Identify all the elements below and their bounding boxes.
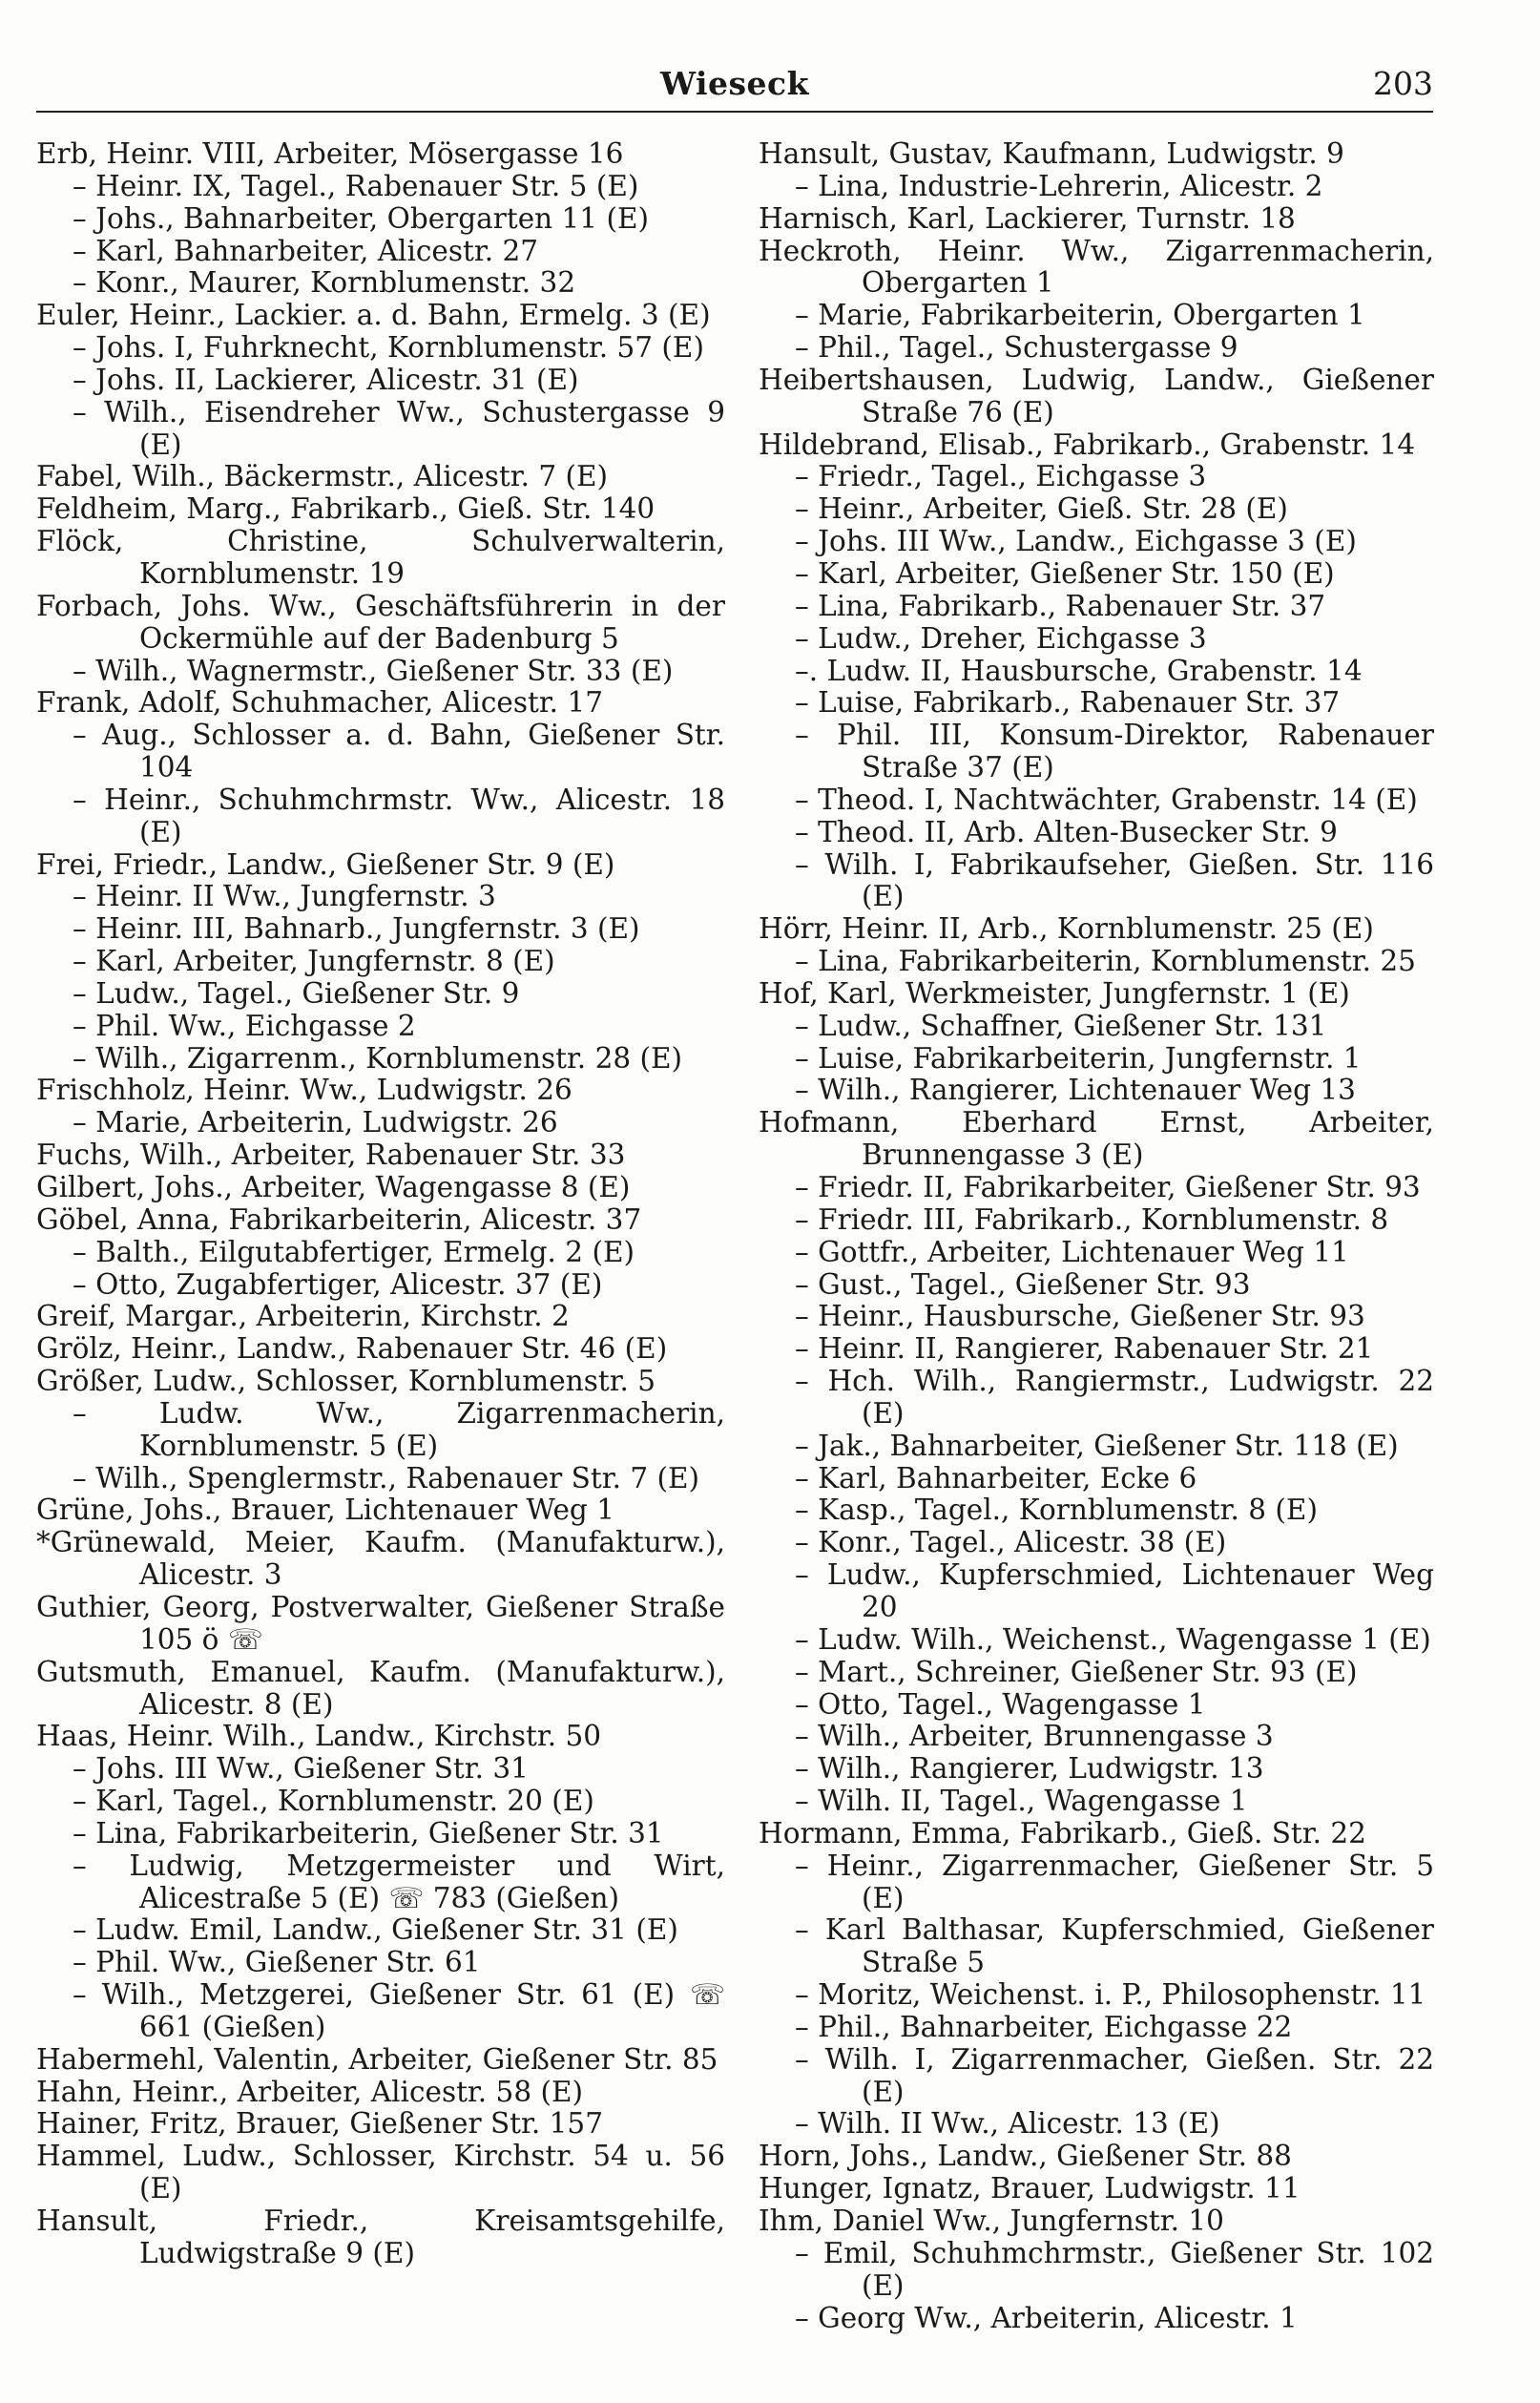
directory-entry: – Wilh., Rangierer, Lichtenauer Weg 13 [795, 1074, 1356, 1107]
directory-entry: – Johs. III Ww., Landw., Eichgasse 3 (E) [795, 525, 1357, 558]
directory-entry: – Marie, Arbeiterin, Ludwigstr. 26 [73, 1106, 558, 1139]
directory-entry: – Karl Balthasar, Kupferschmied, Gießener Straße 5 [795, 1913, 1434, 1979]
directory-entry: Ihm, Daniel Ww., Jungfernstr. 10 [759, 2204, 1224, 2237]
directory-entry: – Aug., Schlosser a. d. Bahn, Gießener Str. 104 [73, 719, 725, 784]
right-column [759, 138, 1434, 2334]
directory-entry: – Gust., Tagel., Gießener Str. 93 [795, 1267, 1251, 1301]
directory-entry: – Luise, Fabrikarb., Rabenauer Str. 37 [795, 686, 1341, 720]
directory-entry: – Mart., Schreiner, Gießener Str. 93 (E) [795, 1655, 1358, 1688]
directory-entry: – Heinr., Zigarrenmacher, Gießener Str. 5 (E) [795, 1849, 1434, 1914]
directory-entry: – Lina, Fabrikarbeiterin, Gießener Str. 31 [73, 1816, 664, 1849]
directory-entry: – Lina, Fabrikarbeiterin, Kornblumenstr. 25 [795, 945, 1416, 978]
directory-entry: *Grünewald, Meier, Kaufm. (Manufakturw.), Alicestr. 3 [36, 1526, 725, 1592]
header-rule [36, 111, 1433, 113]
directory-entry: – Gottfr., Arbeiter, Lichtenauer Weg 11 [795, 1235, 1349, 1268]
directory-entry: Heibertshausen, Ludwig, Landw., Gießener Straße 76 (E) [759, 363, 1434, 428]
directory-entry: – Karl, Bahnarbeiter, Ecke 6 [795, 1461, 1197, 1494]
directory-entry: Hansult, Gustav, Kaufmann, Ludwigstr. 9 [759, 137, 1344, 170]
running-head: Wieseck [659, 65, 810, 102]
directory-entry: – Otto, Tagel., Wagengasse 1 [795, 1687, 1206, 1721]
directory-entry: – Phil., Tagel., Schustergasse 9 [795, 331, 1238, 365]
page-header [36, 55, 1433, 113]
directory-entry: – Karl, Arbeiter, Jungfernstr. 8 (E) [73, 945, 555, 978]
directory-entry: – Ludw. Wilh., Weichenst., Wagengasse 1 (E) [795, 1622, 1431, 1656]
directory-entry: – Wilh., Spenglermstr., Rabenauer Str. 7 (E) [73, 1461, 700, 1494]
directory-entry: – Phil., Bahnarbeiter, Eichgasse 22 [795, 2010, 1293, 2043]
directory-entry: – Luise, Fabrikarbeiterin, Jungfernstr. 1 [795, 1041, 1362, 1075]
directory-entry: – Heinr. IX, Tagel., Rabenauer Str. 5 (E) [73, 169, 639, 202]
directory-entry: – Wilh. II, Tagel., Wagengasse 1 [795, 1785, 1248, 1818]
directory-entry: – Lina, Fabrikarb., Rabenauer Str. 37 [795, 589, 1326, 622]
directory-entry: –. Ludw. II, Hausbursche, Grabenstr. 14 [795, 654, 1363, 687]
directory-entry: – Marie, Fabrikarbeiterin, Obergarten 1 [795, 299, 1365, 332]
directory-entry: – Ludw., Tagel., Gießener Str. 9 [73, 976, 520, 1010]
directory-entry: – Heinr. II Ww., Jungfernstr. 3 [73, 880, 496, 913]
directory-entry: – Hch. Wilh., Rangiermstr., Ludwigstr. 22 (E) [795, 1365, 1434, 1430]
directory-entry: – Johs. II, Lackierer, Alicestr. 31 (E) [73, 363, 579, 396]
directory-entry: – Wilh. I, Zigarrenmacher, Gießen. Str. 22 (E) [795, 2042, 1434, 2108]
directory-entry: – Ludwig, Metzgermeister und Wirt, Alicestraße 5 (E) ☏ 783 (Gießen) [73, 1849, 725, 1914]
directory-entry: – Heinr. II, Rangierer, Rabenauer Str. 21 [795, 1332, 1374, 1366]
directory-entry: – Ludw. Ww., Zigarrenmacherin, Kornblumenstr. 5 (E) [73, 1396, 725, 1462]
directory-entry: Erb, Heinr. VIII, Arbeiter, Mösergasse 16 [36, 137, 624, 170]
directory-entry: – Wilh., Eisendreher Ww., Schustergasse 9 (E) [73, 395, 725, 461]
directory-entry: Flöck, Christine, Schulverwalterin, Kornblumenstr. 19 [36, 525, 725, 590]
directory-entry: Göbel, Anna, Fabrikarbeiterin, Alicestr. 37 [36, 1202, 642, 1236]
directory-entry: – Georg Ww., Arbeiterin, Alicestr. 1 [795, 2301, 1298, 2334]
directory-entry: Hildebrand, Elisab., Fabrikarb., Grabenstr. 14 [759, 428, 1416, 461]
directory-entry: – Heinr., Schuhmchrmstr. Ww., Alicestr. 18 (E) [73, 783, 725, 848]
directory-entry: – Karl, Tagel., Kornblumenstr. 20 (E) [73, 1785, 594, 1818]
directory-entry: – Wilh. II Ww., Alicestr. 13 (E) [795, 2107, 1220, 2141]
directory-entry: – Kasp., Tagel., Kornblumenstr. 8 (E) [795, 1494, 1318, 1527]
directory-entry: – Wilh., Metzgerei, Gießener Str. 61 (E) ☏ 661 (Gießen) [73, 1978, 725, 2043]
directory-entry: – Emil, Schuhmchrmstr., Gießener Str. 102 (E) [795, 2236, 1434, 2302]
directory-entry: – Ludw., Schaffner, Gießener Str. 131 [795, 1009, 1327, 1042]
directory-entry: – Wilh., Zigarrenm., Kornblumenstr. 28 (E) [73, 1041, 683, 1075]
directory-entry: Frank, Adolf, Schuhmacher, Alicestr. 17 [36, 686, 603, 720]
directory-entry: – Phil. Ww., Gießener Str. 61 [73, 1946, 481, 1979]
directory-entry: Haas, Heinr. Wilh., Landw., Kirchstr. 50 [36, 1720, 602, 1753]
directory-entry: – Karl, Bahnarbeiter, Alicestr. 27 [73, 234, 539, 267]
directory-entry: – Wilh., Wagnermstr., Gießener Str. 33 (E) [73, 654, 674, 687]
directory-entry: – Phil. Ww., Eichgasse 2 [73, 1009, 416, 1042]
directory-entry: – Karl, Arbeiter, Gießener Str. 150 (E) [795, 556, 1335, 590]
directory-entry: Gutsmuth, Emanuel, Kaufm. (Manufakturw.), Alicestr. 8 (E) [36, 1655, 725, 1721]
directory-entry: Feldheim, Marg., Fabrikarb., Gieß. Str. 140 [36, 492, 656, 526]
directory-entry: – Otto, Zugabfertiger, Alicestr. 37 (E) [73, 1267, 603, 1301]
directory-entry: – Johs., Bahnarbeiter, Obergarten 11 (E) [73, 201, 650, 235]
directory-entry: Habermehl, Valentin, Arbeiter, Gießener Str. 85 [36, 2042, 718, 2076]
directory-entry: – Johs. I, Fuhrknecht, Kornblumenstr. 57 (E) [73, 331, 704, 365]
page-number: 203 [1373, 65, 1433, 102]
directory-entry: – Friedr. III, Fabrikarb., Kornblumenstr. 8 [795, 1202, 1389, 1236]
directory-entry: – Wilh., Rangierer, Ludwigstr. 13 [795, 1752, 1264, 1786]
directory-entry: Hahn, Heinr., Arbeiter, Alicestr. 58 (E) [36, 2075, 584, 2108]
directory-entry: Größer, Ludw., Schlosser, Kornblumenstr. 5 [36, 1365, 656, 1398]
directory-entry: Euler, Heinr., Lackier. a. d. Bahn, Ermelg. 3 (E) [36, 299, 711, 332]
directory-entry: Grüne, Johs., Brauer, Lichtenauer Weg 1 [36, 1494, 614, 1527]
directory-entry: Greif, Margar., Arbeiterin, Kirchstr. 2 [36, 1300, 570, 1333]
directory-entry: Grölz, Heinr., Landw., Rabenauer Str. 46 (E) [36, 1332, 668, 1366]
directory-entry: – Konr., Maurer, Kornblumenstr. 32 [73, 266, 576, 300]
directory-entry: Frischholz, Heinr. Ww., Ludwigstr. 26 [36, 1074, 572, 1107]
directory-entry: Hainer, Fritz, Brauer, Gießener Str. 157 [36, 2107, 603, 2141]
directory-entry: – Heinr. III, Bahnarb., Jungfernstr. 3 (E) [73, 912, 640, 946]
directory-entry: Heckroth, Heinr. Ww., Zigarrenmacherin, Obergarten 1 [759, 234, 1434, 300]
directory-entry: – Moritz, Weichenst. i. P., Philosophenstr. 11 [795, 1978, 1426, 2012]
directory-entry: Forbach, Johs. Ww., Geschäftsführerin in der Ockermühle auf der Badenburg 5 [36, 589, 725, 655]
directory-entry: – Phil. III, Konsum-Direktor, Rabenauer Straße 37 (E) [795, 719, 1434, 784]
directory-entry: Hunger, Ignatz, Brauer, Ludwigstr. 11 [759, 2172, 1301, 2205]
directory-entry: Hofmann, Eberhard Ernst, Arbeiter, Brunnengasse 3 (E) [759, 1106, 1434, 1172]
directory-entry: Hof, Karl, Werkmeister, Jungfernstr. 1 (E) [759, 976, 1350, 1010]
directory-entry: Guthier, Georg, Postverwalter, Gießener Straße 105 ö ☏ [36, 1590, 725, 1656]
directory-entry: – Heinr., Arbeiter, Gieß. Str. 28 (E) [795, 492, 1288, 526]
directory-entry: Frei, Friedr., Landw., Gießener Str. 9 (E) [36, 847, 615, 881]
directory-entry: – Johs. III Ww., Gießener Str. 31 [73, 1752, 529, 1786]
directory-entry: Horn, Johs., Landw., Gießener Str. 88 [759, 2140, 1292, 2173]
directory-entry: – Wilh., Arbeiter, Brunnengasse 3 [795, 1720, 1274, 1753]
directory-entry: – Ludw., Kupferschmied, Lichtenauer Weg 20 [795, 1558, 1434, 1623]
directory-entry: Gilbert, Johs., Arbeiter, Wagengasse 8 (E) [36, 1171, 631, 1203]
left-column [36, 138, 725, 2270]
directory-entry: – Friedr. II, Fabrikarbeiter, Gießener Str. 93 [795, 1171, 1421, 1203]
directory-entry: – Theod. I, Nachtwächter, Grabenstr. 14 (E) [795, 783, 1418, 816]
directory-entry: – Konr., Tagel., Alicestr. 38 (E) [795, 1526, 1227, 1559]
directory-entry: Hörr, Heinr. II, Arb., Kornblumenstr. 25 (E) [759, 912, 1374, 946]
directory-entry: Harnisch, Karl, Lackierer, Turnstr. 18 [759, 201, 1296, 235]
directory-entry: – Wilh. I, Fabrikaufseher, Gießen. Str. 116 (E) [795, 847, 1434, 913]
directory-entry: – Ludw., Dreher, Eichgasse 3 [795, 621, 1207, 655]
directory-entry: Fabel, Wilh., Bäckermstr., Alicestr. 7 (E) [36, 460, 609, 493]
directory-entry: – Friedr., Tagel., Eichgasse 3 [795, 460, 1207, 493]
directory-entry: – Theod. II, Arb. Alten-Busecker Str. 9 [795, 815, 1338, 848]
directory-entry: – Lina, Industrie-Lehrerin, Alicestr. 2 [795, 169, 1323, 202]
directory-entry: – Balth., Eilgutabfertiger, Ermelg. 2 (E) [73, 1235, 635, 1268]
directory-entry: Hammel, Ludw., Schlosser, Kirchstr. 54 u. 56 (E) [36, 2140, 725, 2205]
directory-entry: Hormann, Emma, Fabrikarb., Gieß. Str. 22 [759, 1816, 1366, 1849]
directory-entry: – Jak., Bahnarbeiter, Gießener Str. 118 (E) [795, 1429, 1399, 1462]
directory-entry: – Ludw. Emil, Landw., Gießener Str. 31 (E) [73, 1913, 678, 1947]
directory-entry: – Heinr., Hausbursche, Gießener Str. 93 [795, 1300, 1365, 1333]
directory-entry: Hansult, Friedr., Kreisamtsgehilfe, Ludwigstraße 9 (E) [36, 2204, 725, 2269]
directory-entry: Fuchs, Wilh., Arbeiter, Rabenauer Str. 33 [36, 1139, 626, 1172]
